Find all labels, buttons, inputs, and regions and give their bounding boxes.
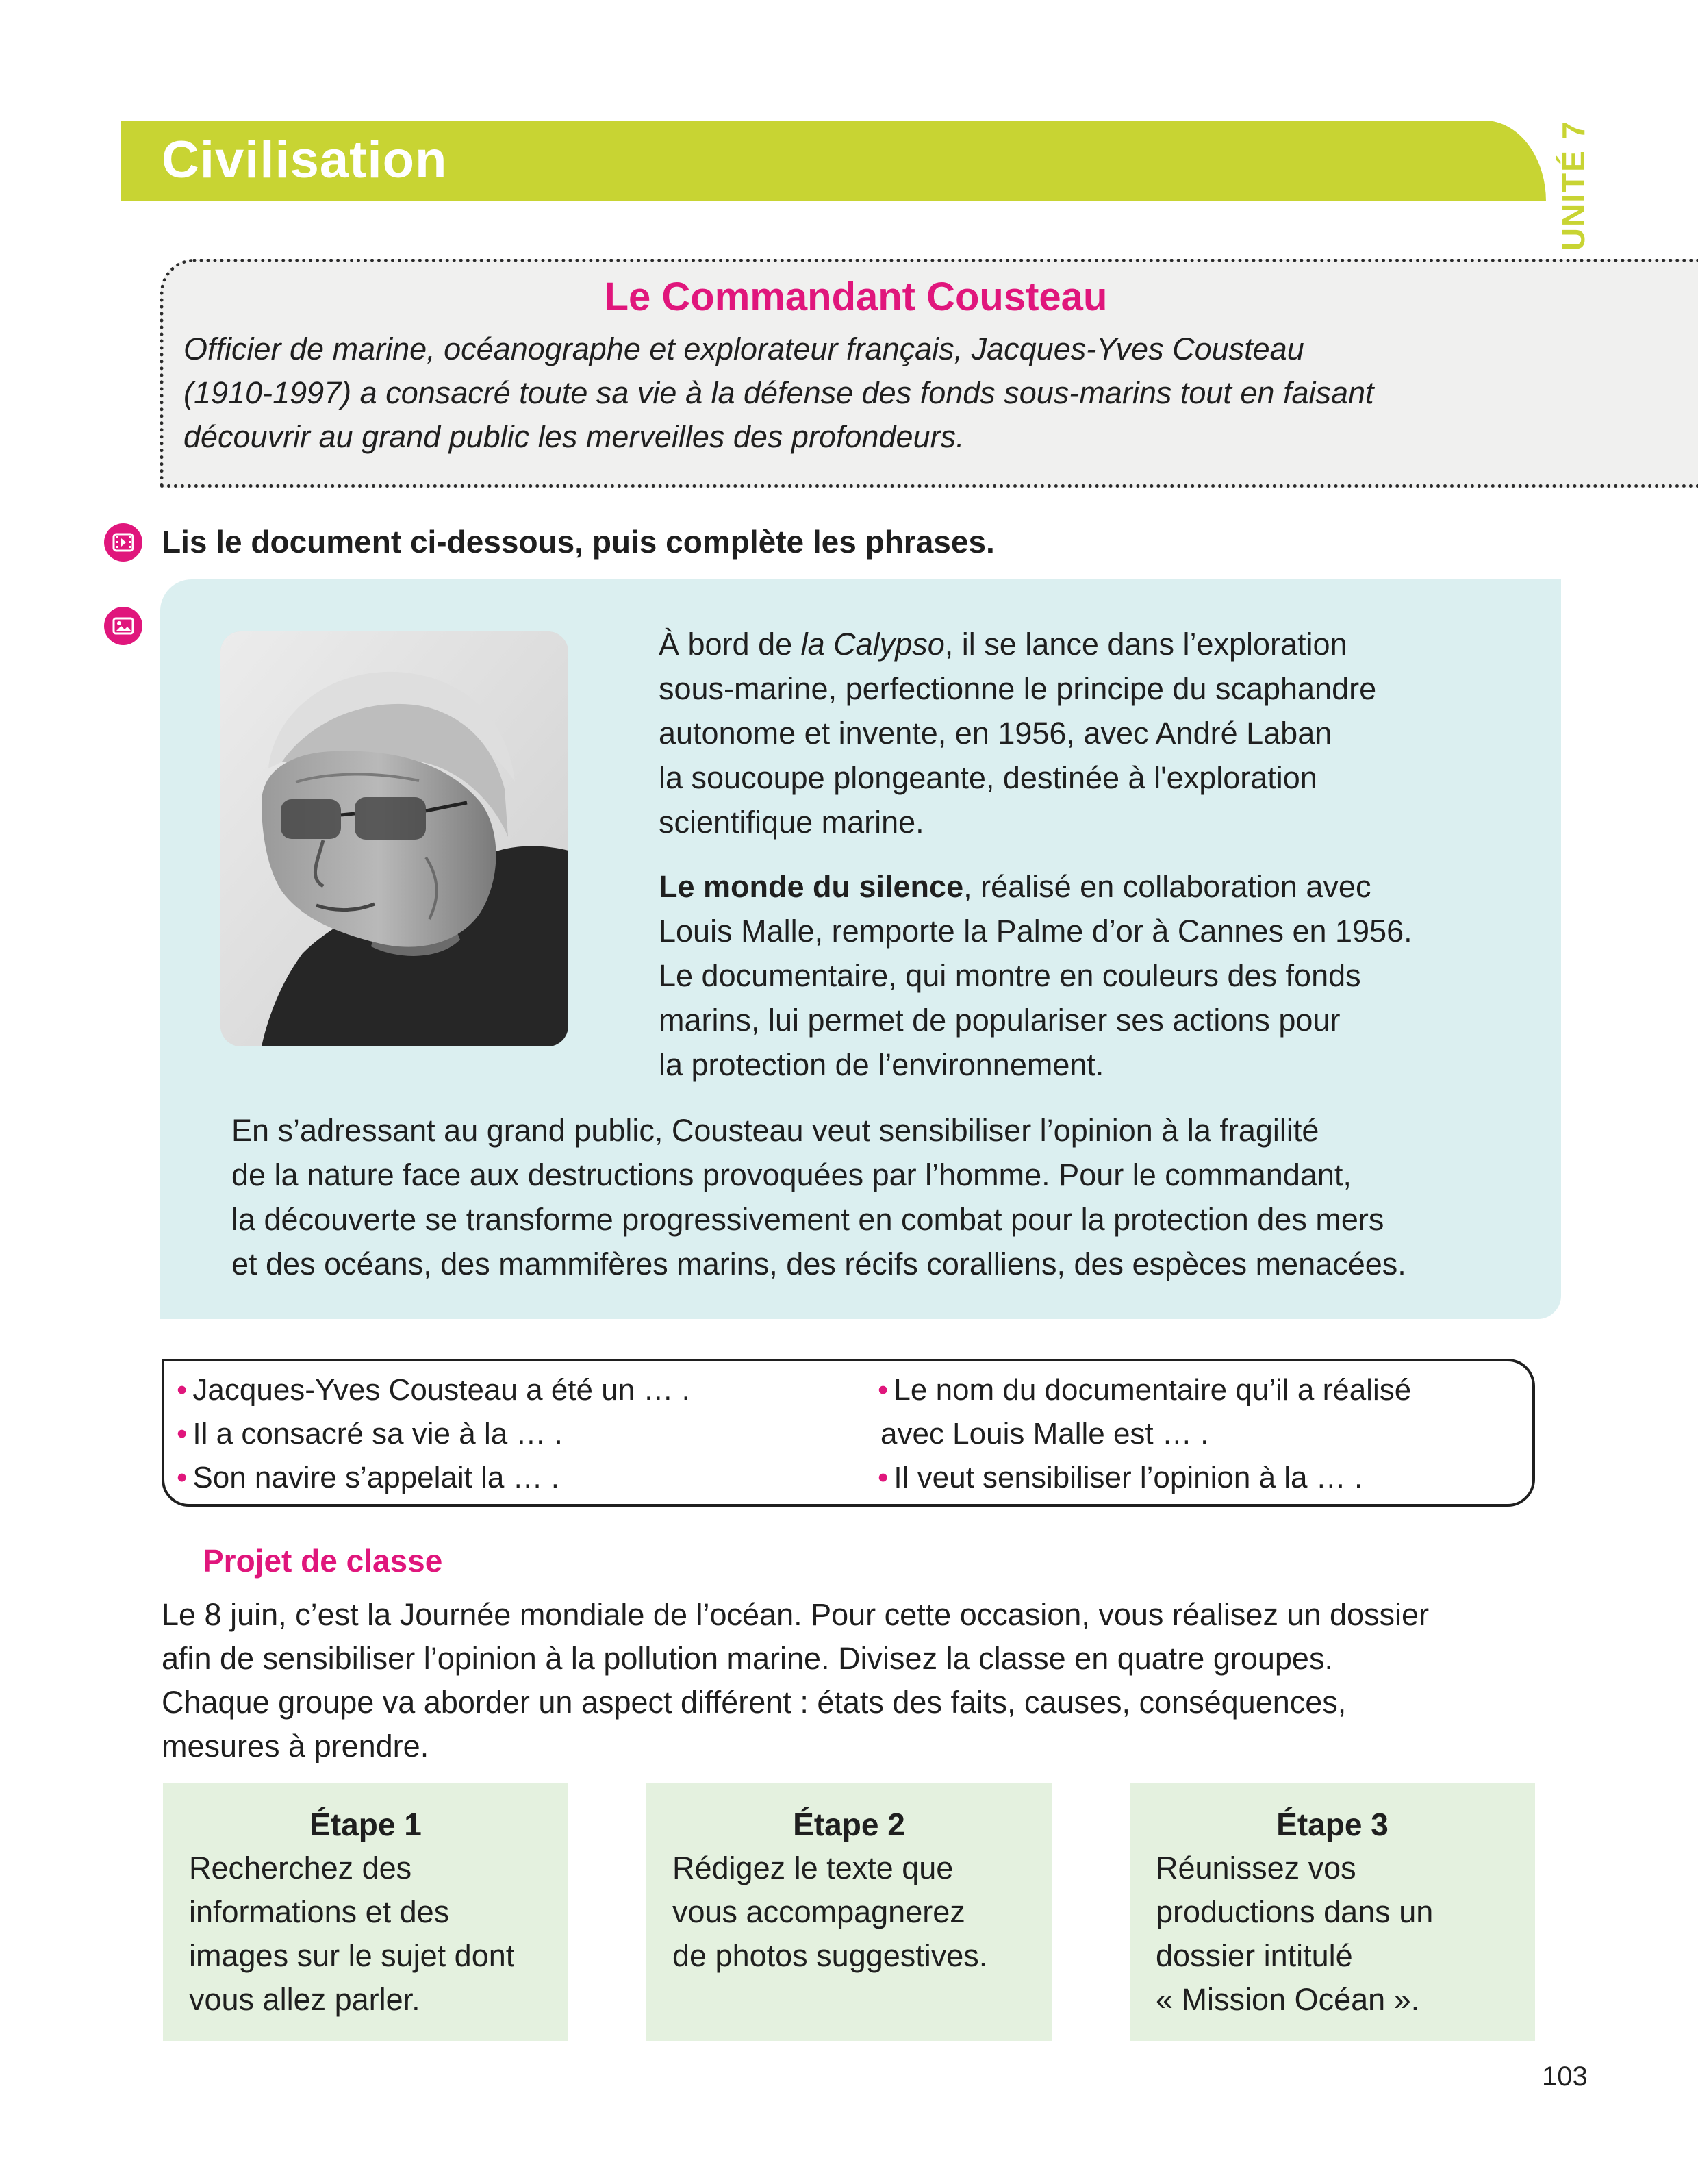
projet-text — [162, 1593, 1551, 1768]
intro-title: Le Commandant Cousteau — [604, 275, 1108, 319]
video-icon[interactable] — [104, 523, 142, 562]
step-line: informations et des — [189, 1894, 450, 1929]
question-item: • Il a consacré sa vie à la … . — [177, 1417, 563, 1451]
step-line: productions dans un — [1156, 1894, 1434, 1929]
step-2-box — [646, 1783, 1052, 2041]
question-item: • Le nom du documentaire qu’il a réalisé — [878, 1373, 1412, 1407]
doc-line: En s’adressant au grand public, Cousteau veut sensibiliser l’opinion à la fragilité — [231, 1113, 1319, 1148]
step-line: « Mission Océan ». — [1156, 1982, 1420, 2017]
projet-line: mesures à prendre. — [162, 1729, 429, 1763]
doc-line: Le documentaire, qui montre en couleurs des fonds — [659, 958, 1361, 993]
doc-line: la découverte se transforme progressivement en combat pour la protection des mers — [231, 1202, 1384, 1237]
step-line: vous accompagnerez — [672, 1894, 965, 1929]
question-item: • Son navire s’appelait la … . — [177, 1461, 560, 1494]
projet-line: Le 8 juin, c’est la Journée mondiale de l’océan. Pour cette occasion, vous réalisez un dossier — [162, 1597, 1430, 1632]
step-title: Étape 1 — [309, 1807, 422, 1842]
step-line: dossier intitulé — [1156, 1938, 1353, 1973]
film-title-bold: Le monde du silence — [659, 869, 964, 904]
doc-line: Louis Malle, remporte la Palme d’or à Cannes en 1956. — [659, 914, 1412, 949]
unit-tab — [1556, 121, 1591, 251]
doc-paragraph-3 — [231, 1108, 1546, 1286]
doc-line: Le monde du silence, réalisé en collaboration avec — [659, 869, 1371, 904]
question-item-continued: avec Louis Malle est … . — [880, 1417, 1209, 1451]
questions-left — [177, 1368, 690, 1500]
step-line: images sur le sujet dont — [189, 1938, 515, 1973]
instruction: Lis le document ci-dessous, puis complète les phrases. — [162, 524, 995, 560]
step-title: Étape 3 — [1276, 1807, 1389, 1842]
step-line: Rédigez le texte que — [672, 1850, 954, 1885]
questions-right — [878, 1368, 1411, 1500]
doc-paragraph-1 — [659, 622, 1467, 844]
doc-paragraph-2 — [659, 864, 1521, 1087]
page-number: 103 — [1542, 2061, 1588, 2092]
doc-line: marins, lui permet de populariser ses actions pour — [659, 1003, 1341, 1038]
image-icon[interactable] — [104, 607, 142, 645]
step-1-box — [163, 1783, 568, 2041]
step-line: vous allez parler. — [189, 1982, 420, 2017]
step-3-box — [1130, 1783, 1535, 2041]
cousteau-photo — [220, 631, 568, 1046]
doc-line: autonome et invente, en 1956, avec André Laban — [659, 716, 1332, 751]
doc-line: la soucoupe plongeante, destinée à l'exploration — [659, 760, 1317, 795]
intro-text — [183, 327, 1525, 459]
doc-line: la protection de l’environnement. — [659, 1047, 1104, 1082]
unit-label: UNITÉ 7 — [1556, 120, 1591, 251]
doc-line: À bord de la Calypso, il se lance dans l’exploration — [659, 627, 1347, 662]
doc-line: scientifique marine. — [659, 805, 924, 840]
projet-title: Projet de classe — [203, 1543, 443, 1579]
doc-line: et des océans, des mammifères marins, des récifs coralliens, des espèces menacées. — [231, 1246, 1406, 1281]
intro-line: découvrir au grand public les merveilles des profondeurs. — [183, 419, 965, 454]
question-item: • Jacques-Yves Cousteau a été un … . — [177, 1373, 690, 1407]
calypso-italic: la Calypso — [800, 627, 945, 662]
intro-line: (1910-1997) a consacré toute sa vie à la défense des fonds sous-marins tout en faisant — [183, 375, 1374, 410]
step-line: Recherchez des — [189, 1850, 412, 1885]
projet-line: Chaque groupe va aborder un aspect différent : états des faits, causes, conséquences, — [162, 1685, 1347, 1720]
doc-line: de la nature face aux destructions provoquées par l’homme. Pour le commandant, — [231, 1157, 1352, 1192]
projet-line: afin de sensibiliser l’opinion à la pollution marine. Divisez la classe en quatre groupes. — [162, 1641, 1333, 1676]
section-title: Civilisation — [162, 131, 448, 189]
intro-line: Officier de marine, océanographe et explorateur français, Jacques-Yves Cousteau — [183, 331, 1304, 366]
step-line: de photos suggestives. — [672, 1938, 988, 1973]
step-line: Réunissez vos — [1156, 1850, 1356, 1885]
question-item: • Il veut sensibiliser l’opinion à la … . — [878, 1461, 1363, 1494]
doc-line: sous-marine, perfectionne le principe du scaphandre — [659, 671, 1377, 706]
step-title: Étape 2 — [793, 1807, 905, 1842]
